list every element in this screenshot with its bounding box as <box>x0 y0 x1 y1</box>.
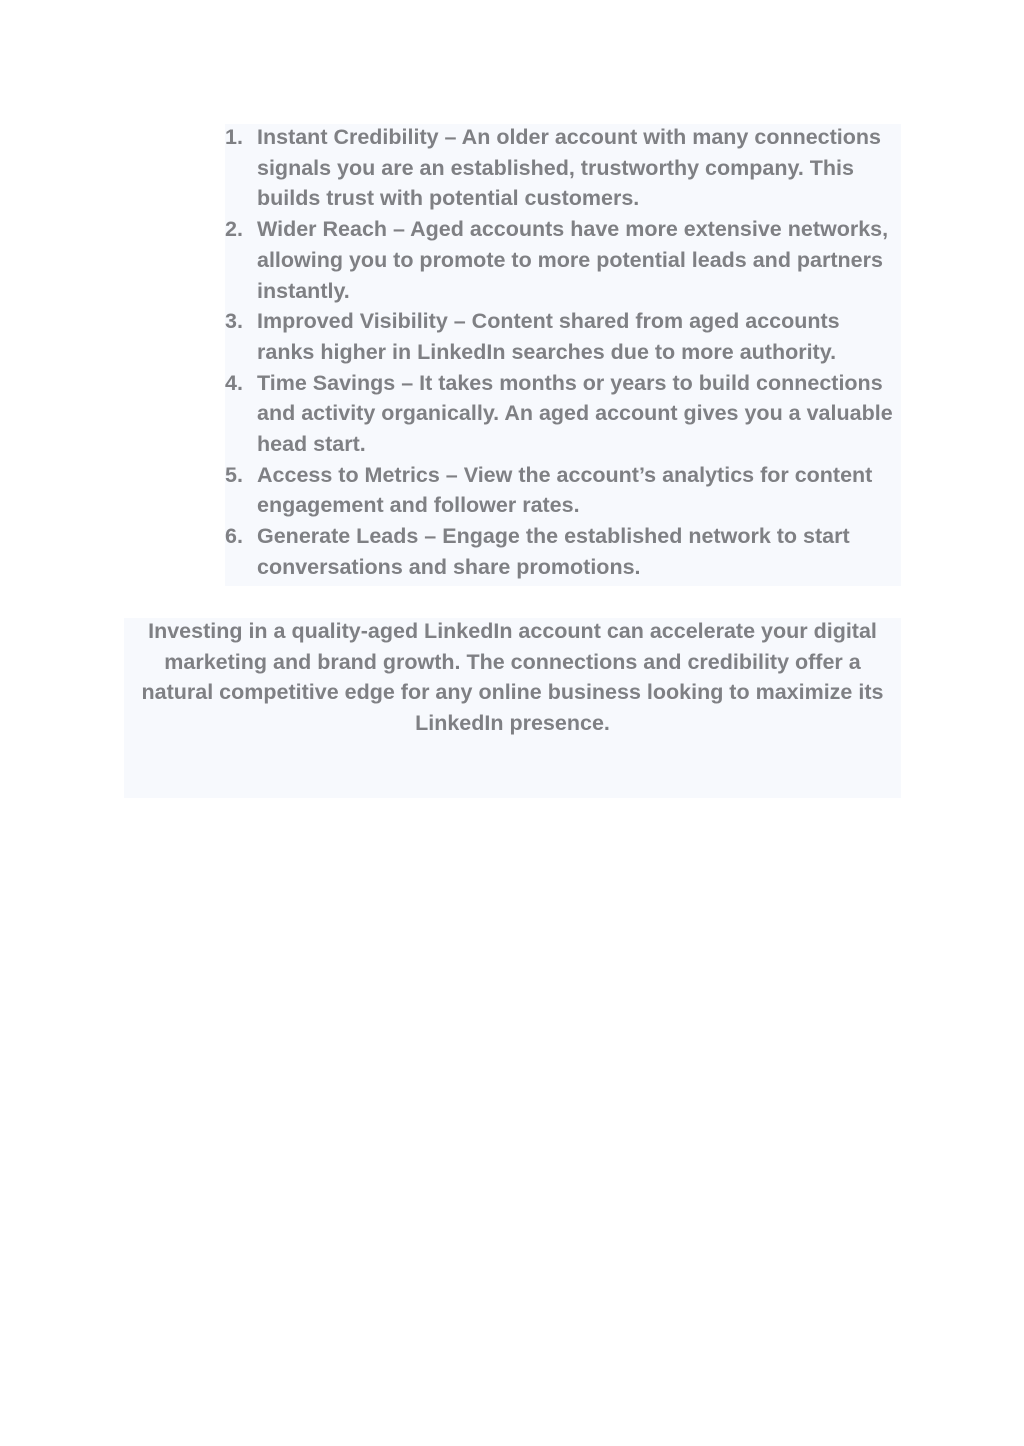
list-item-text: Wider Reach – Aged accounts have more extensive networks, allowing you to promote to more potential leads and partners instantly. <box>257 217 889 303</box>
list-item-text: Access to Metrics – View the account’s analytics for content engagement and follower rates. <box>257 462 873 518</box>
list-item-number: 6. <box>225 524 243 549</box>
list-item-text: Instant Credibility – An older account with many connections signals you are an established, trustworthy company. This builds trust with potential customers. <box>257 125 881 211</box>
list-item-number: 2. <box>225 217 243 242</box>
benefits-section <box>225 124 901 586</box>
list-item-number: 5. <box>225 462 243 487</box>
list-item <box>225 122 901 214</box>
list-item <box>225 460 901 521</box>
list-item <box>225 521 901 582</box>
conclusion-paragraph: Investing in a quality-aged LinkedIn account can accelerate your digital marketing and brand growth. The connections and credibility offer a natural competitive edge for any online business looking to maximize its LinkedIn presence. <box>141 619 884 736</box>
list-item <box>225 214 901 306</box>
list-item-text: Improved Visibility – Content shared from aged accounts ranks higher in LinkedIn searches due to more authority. <box>257 309 840 364</box>
list-item-text: Time Savings – It takes months or years to build connections and activity organically. An aged account gives you a valuable head start. <box>257 370 893 457</box>
list-item-number: 3. <box>225 309 243 334</box>
benefits-list <box>225 122 901 583</box>
list-item <box>225 306 901 367</box>
list-item-text: Generate Leads – Engage the established network to start conversations and share promotions. <box>257 524 850 579</box>
conclusion-section <box>124 618 901 798</box>
list-item-number: 1. <box>225 125 243 149</box>
list-item <box>225 368 901 460</box>
list-item-number: 4. <box>225 370 243 395</box>
